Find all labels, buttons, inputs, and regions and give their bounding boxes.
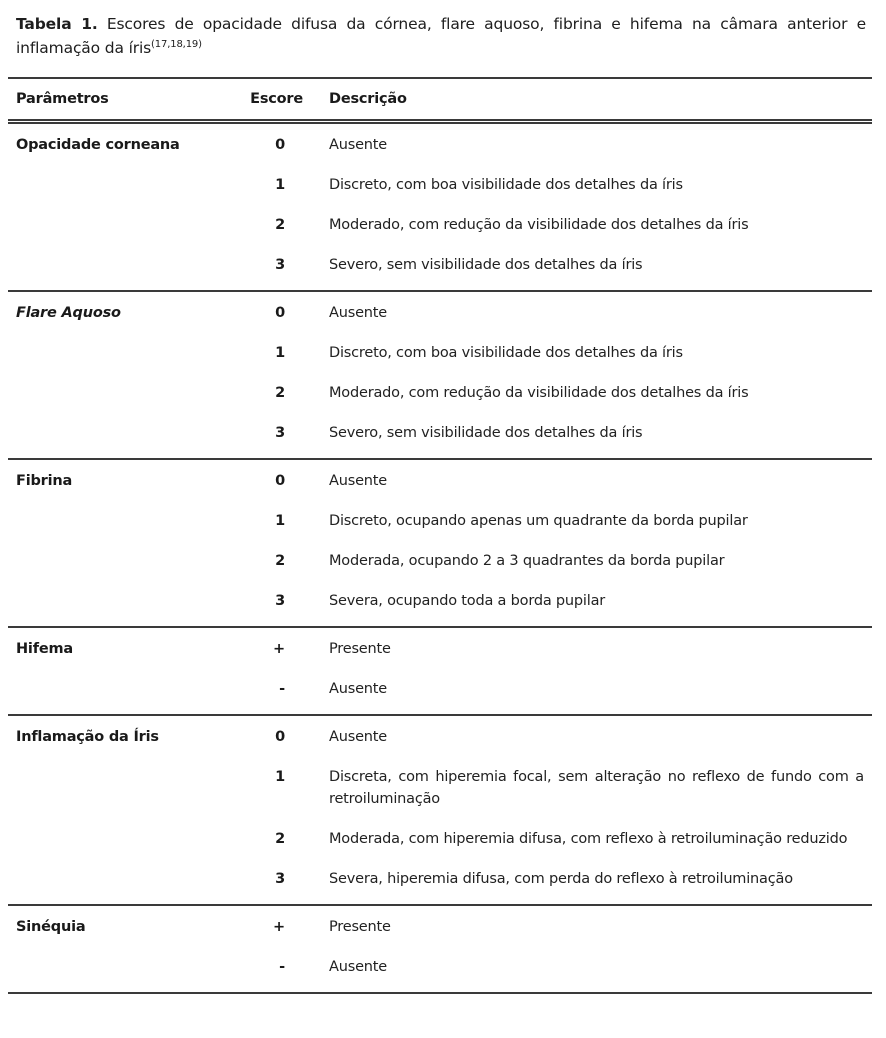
parameter-cell — [8, 167, 231, 175]
table-row — [8, 861, 872, 901]
caption-text: Escores de opacidade difusa da córnea, flare aquoso, fibrina e hifema na câmara anterior e inflamação da íris — [16, 15, 866, 57]
table-row — [8, 335, 872, 375]
table-row — [8, 247, 872, 287]
score-cell: 2 — [275, 385, 285, 401]
score-cell: 2 — [275, 553, 285, 569]
table-row — [8, 583, 872, 623]
description-cell: Ausente — [329, 137, 387, 153]
caption-references: (17,18,19) — [151, 39, 202, 50]
parameter-cell: Hifema — [16, 641, 73, 657]
table-row — [8, 295, 872, 335]
table-row — [8, 719, 872, 759]
score-cell: 3 — [275, 257, 285, 273]
score-cell: 3 — [275, 593, 285, 609]
parameter-cell — [8, 821, 231, 829]
table-group — [8, 716, 872, 906]
description-cell: Discreto, ocupando apenas um quadrante da borda pupilar — [329, 513, 748, 529]
score-cell: + — [273, 919, 285, 935]
header-description: Descrição — [329, 91, 407, 107]
score-cell: 1 — [275, 513, 285, 529]
parameter-cell — [8, 543, 231, 551]
description-cell: Ausente — [329, 473, 387, 489]
parameter-cell: Fibrina — [16, 473, 73, 489]
score-cell: 0 — [275, 137, 285, 153]
description-cell: Presente — [329, 641, 391, 657]
score-cell: - — [279, 681, 285, 697]
parameter-cell: Inflamação da Íris — [16, 729, 159, 745]
score-cell: 0 — [275, 305, 285, 321]
score-cell: 2 — [275, 831, 285, 847]
description-cell: Ausente — [329, 305, 387, 321]
table-row — [8, 415, 872, 455]
table-caption — [16, 12, 866, 60]
table-row — [8, 503, 872, 543]
table-row — [8, 127, 872, 167]
table-row — [8, 167, 872, 207]
table-group — [8, 124, 872, 292]
caption-label: Tabela 1. — [16, 15, 98, 33]
table-row — [8, 671, 872, 711]
score-cell: 3 — [275, 871, 285, 887]
score-cell: 1 — [275, 177, 285, 193]
parameter-cell — [8, 583, 231, 591]
parameter-cell — [8, 759, 231, 767]
score-cell: 0 — [275, 473, 285, 489]
table-group — [8, 292, 872, 460]
description-cell: Ausente — [329, 729, 387, 745]
score-cell: 2 — [275, 217, 285, 233]
parameter-cell — [8, 861, 231, 869]
table-row — [8, 759, 872, 821]
score-cell: 1 — [275, 345, 285, 361]
table-row — [8, 207, 872, 247]
table-group — [8, 628, 872, 716]
parameter-cell: Opacidade corneana — [16, 137, 180, 153]
table-row — [8, 909, 872, 949]
table-row — [8, 631, 872, 671]
parameter-cell — [8, 247, 231, 255]
table-header-row — [8, 79, 872, 119]
table-group — [8, 906, 872, 994]
table-row — [8, 821, 872, 861]
description-cell: Moderado, com redução da visibilidade dos detalhes da íris — [329, 217, 749, 233]
parameter-cell — [8, 375, 231, 383]
parameter-cell — [8, 335, 231, 343]
description-cell: Severo, sem visibilidade dos detalhes da íris — [329, 425, 643, 441]
table-row — [8, 949, 872, 989]
description-cell: Moderado, com redução da visibilidade dos detalhes da íris — [329, 385, 749, 401]
score-cell: 3 — [275, 425, 285, 441]
header-parameter: Parâmetros — [16, 91, 109, 107]
description-cell: Moderada, com hiperemia difusa, com reflexo à retroiluminação reduzido — [329, 831, 848, 847]
description-cell: Discreta, com hiperemia focal, sem alteração no reflexo de fundo com a retroiluminação — [329, 769, 864, 807]
parameter-cell: Sinéquia — [16, 919, 86, 935]
description-cell: Presente — [329, 919, 391, 935]
description-cell: Severo, sem visibilidade dos detalhes da íris — [329, 257, 643, 273]
description-cell: Discreto, com boa visibilidade dos detalhes da íris — [329, 177, 683, 193]
header-score: Escore — [250, 91, 303, 107]
score-cell: - — [279, 959, 285, 975]
table-body — [8, 124, 872, 994]
score-cell: 0 — [275, 729, 285, 745]
table-row — [8, 463, 872, 503]
parameter-cell — [8, 415, 231, 423]
score-cell: + — [273, 641, 285, 657]
description-cell: Discreto, com boa visibilidade dos detalhes da íris — [329, 345, 683, 361]
score-cell: 1 — [275, 769, 285, 785]
parameter-cell — [8, 503, 231, 511]
table-row — [8, 543, 872, 583]
table-row — [8, 375, 872, 415]
description-cell: Moderada, ocupando 2 a 3 quadrantes da borda pupilar — [329, 553, 725, 569]
description-cell: Severa, ocupando toda a borda pupilar — [329, 593, 606, 609]
parameter-cell — [8, 949, 231, 957]
description-cell: Ausente — [329, 959, 387, 975]
table-group — [8, 460, 872, 628]
parameter-cell: Flare Aquoso — [16, 305, 121, 321]
description-cell: Severa, hiperemia difusa, com perda do reflexo à retroiluminação — [329, 871, 793, 887]
description-cell: Ausente — [329, 681, 387, 697]
score-table — [8, 77, 872, 994]
parameter-cell — [8, 671, 231, 679]
parameter-cell — [8, 207, 231, 215]
